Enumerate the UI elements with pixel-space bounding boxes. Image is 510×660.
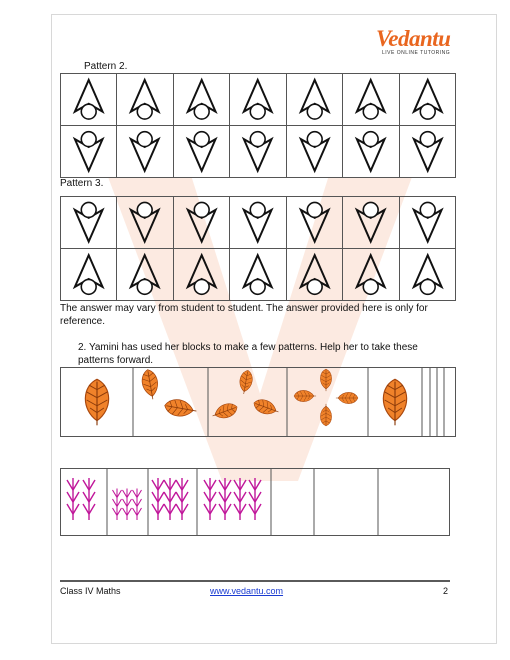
- arrow-up-cell: [399, 74, 455, 126]
- arrow-up-cell: [399, 248, 455, 300]
- question-2-text: 2. Yamini has used her blocks to make a few patterns. Help her to take these patterns forward.: [78, 342, 418, 366]
- leaf-icon: [383, 379, 406, 425]
- arrow-down-circle-icon: [61, 197, 116, 248]
- arrow-down-cell: [343, 197, 399, 249]
- arrow-up-cell: [230, 74, 286, 126]
- stem-plant-icon: [204, 478, 216, 520]
- arrow-up-circle-icon: [174, 74, 229, 125]
- arrow-down-cell: [399, 197, 455, 249]
- pattern-3-label: Pattern 3.: [60, 178, 104, 189]
- arrow-up-cell: [61, 74, 117, 126]
- arrow-down-circle-icon: [117, 126, 172, 177]
- arrow-up-cell: [117, 74, 173, 126]
- arrow-up-cell: [286, 74, 342, 126]
- arrow-up-circle-icon: [117, 74, 172, 125]
- answer-note: The answer may vary from student to student. The answer provided here is only for reference.: [60, 303, 428, 327]
- arrow-up-cell: [173, 74, 229, 126]
- arrow-up-cell: [286, 248, 342, 300]
- stem-plant-icon: [123, 489, 132, 521]
- arrow-down-circle-icon: [287, 197, 342, 248]
- leaf-icon: [238, 369, 254, 395]
- arrow-down-cell: [61, 197, 117, 249]
- stem-plant-icon: [83, 478, 95, 520]
- arrow-down-circle-icon: [117, 197, 172, 248]
- arrow-up-cell: [343, 248, 399, 300]
- arrow-down-circle-icon: [343, 126, 398, 177]
- arrow-up-circle-icon: [287, 74, 342, 125]
- arrow-down-cell: [343, 125, 399, 177]
- arrow-down-cell: [173, 197, 229, 249]
- arrow-up-circle-icon: [117, 249, 172, 300]
- stem-pattern-strip: [60, 468, 450, 536]
- arrow-down-cell: [117, 125, 173, 177]
- arrow-down-cell: [173, 125, 229, 177]
- arrow-up-circle-icon: [343, 74, 398, 125]
- leaf-icon: [320, 369, 331, 391]
- arrow-up-circle-icon: [230, 74, 285, 125]
- leaf-icon: [336, 392, 358, 403]
- leaf-icon: [140, 368, 160, 400]
- pattern-3-row-1: [61, 197, 456, 249]
- arrow-down-cell: [230, 197, 286, 249]
- arrow-down-circle-icon: [400, 126, 455, 177]
- arrow-up-cell: [117, 248, 173, 300]
- arrow-up-cell: [61, 248, 117, 300]
- stem-plant-icon: [113, 489, 122, 521]
- arrow-down-cell: [230, 125, 286, 177]
- footer-class-label: Class IV Maths: [60, 586, 121, 596]
- footer-website-link[interactable]: www.vedantu.com: [210, 586, 284, 596]
- leaf-icon: [320, 404, 331, 426]
- stem-plant-icon: [249, 478, 261, 520]
- arrow-down-circle-icon: [174, 197, 229, 248]
- stem-plant-icon: [67, 478, 79, 520]
- footer-divider: [60, 580, 450, 582]
- arrow-up-cell: [230, 248, 286, 300]
- arrow-down-cell: [117, 197, 173, 249]
- arrow-down-circle-icon: [343, 197, 398, 248]
- stem-plant-icon: [152, 478, 164, 520]
- pattern-2-row-2: [61, 125, 456, 177]
- stem-plant-icon: [133, 489, 142, 521]
- arrow-up-circle-icon: [174, 249, 229, 300]
- page-number: 2: [443, 586, 449, 596]
- stem-plant-icon: [176, 478, 188, 520]
- logo-tagline: LIVE ONLINE TUTORING: [382, 50, 451, 56]
- pattern-2-row-1: [61, 74, 456, 126]
- leaf-pattern-strip: [60, 367, 456, 437]
- arrow-down-cell: [61, 125, 117, 177]
- arrow-up-circle-icon: [61, 74, 116, 125]
- stem-plant-icon: [234, 478, 246, 520]
- stem-plant-icon: [219, 478, 231, 520]
- stem-plant-icon: [164, 478, 176, 520]
- arrow-down-circle-icon: [174, 126, 229, 177]
- arrow-down-cell: [286, 125, 342, 177]
- arrow-up-circle-icon: [343, 249, 398, 300]
- arrow-up-cell: [343, 74, 399, 126]
- leaf-icon: [252, 397, 281, 418]
- pattern-2-grid: [60, 73, 456, 178]
- arrow-up-cell: [173, 248, 229, 300]
- arrow-down-circle-icon: [61, 126, 116, 177]
- leaf-icon: [85, 379, 108, 425]
- vedantu-logo: [376, 26, 456, 56]
- arrow-up-circle-icon: [61, 249, 116, 300]
- leaf-icon: [294, 390, 316, 401]
- pattern-2-label: Pattern 2.: [84, 61, 128, 72]
- arrow-down-circle-icon: [287, 126, 342, 177]
- arrow-down-circle-icon: [400, 197, 455, 248]
- arrow-down-cell: [399, 125, 455, 177]
- pattern-3-row-2: [61, 248, 456, 300]
- arrow-up-circle-icon: [230, 249, 285, 300]
- arrow-up-circle-icon: [400, 249, 455, 300]
- pattern-3-grid: [60, 196, 456, 301]
- logo-text: Vedantu: [376, 26, 451, 51]
- arrow-down-circle-icon: [230, 126, 285, 177]
- leaf-icon: [210, 401, 239, 422]
- arrow-up-circle-icon: [287, 249, 342, 300]
- arrow-down-cell: [286, 197, 342, 249]
- arrow-down-circle-icon: [230, 197, 285, 248]
- leaf-icon: [163, 398, 197, 420]
- arrow-up-circle-icon: [400, 74, 455, 125]
